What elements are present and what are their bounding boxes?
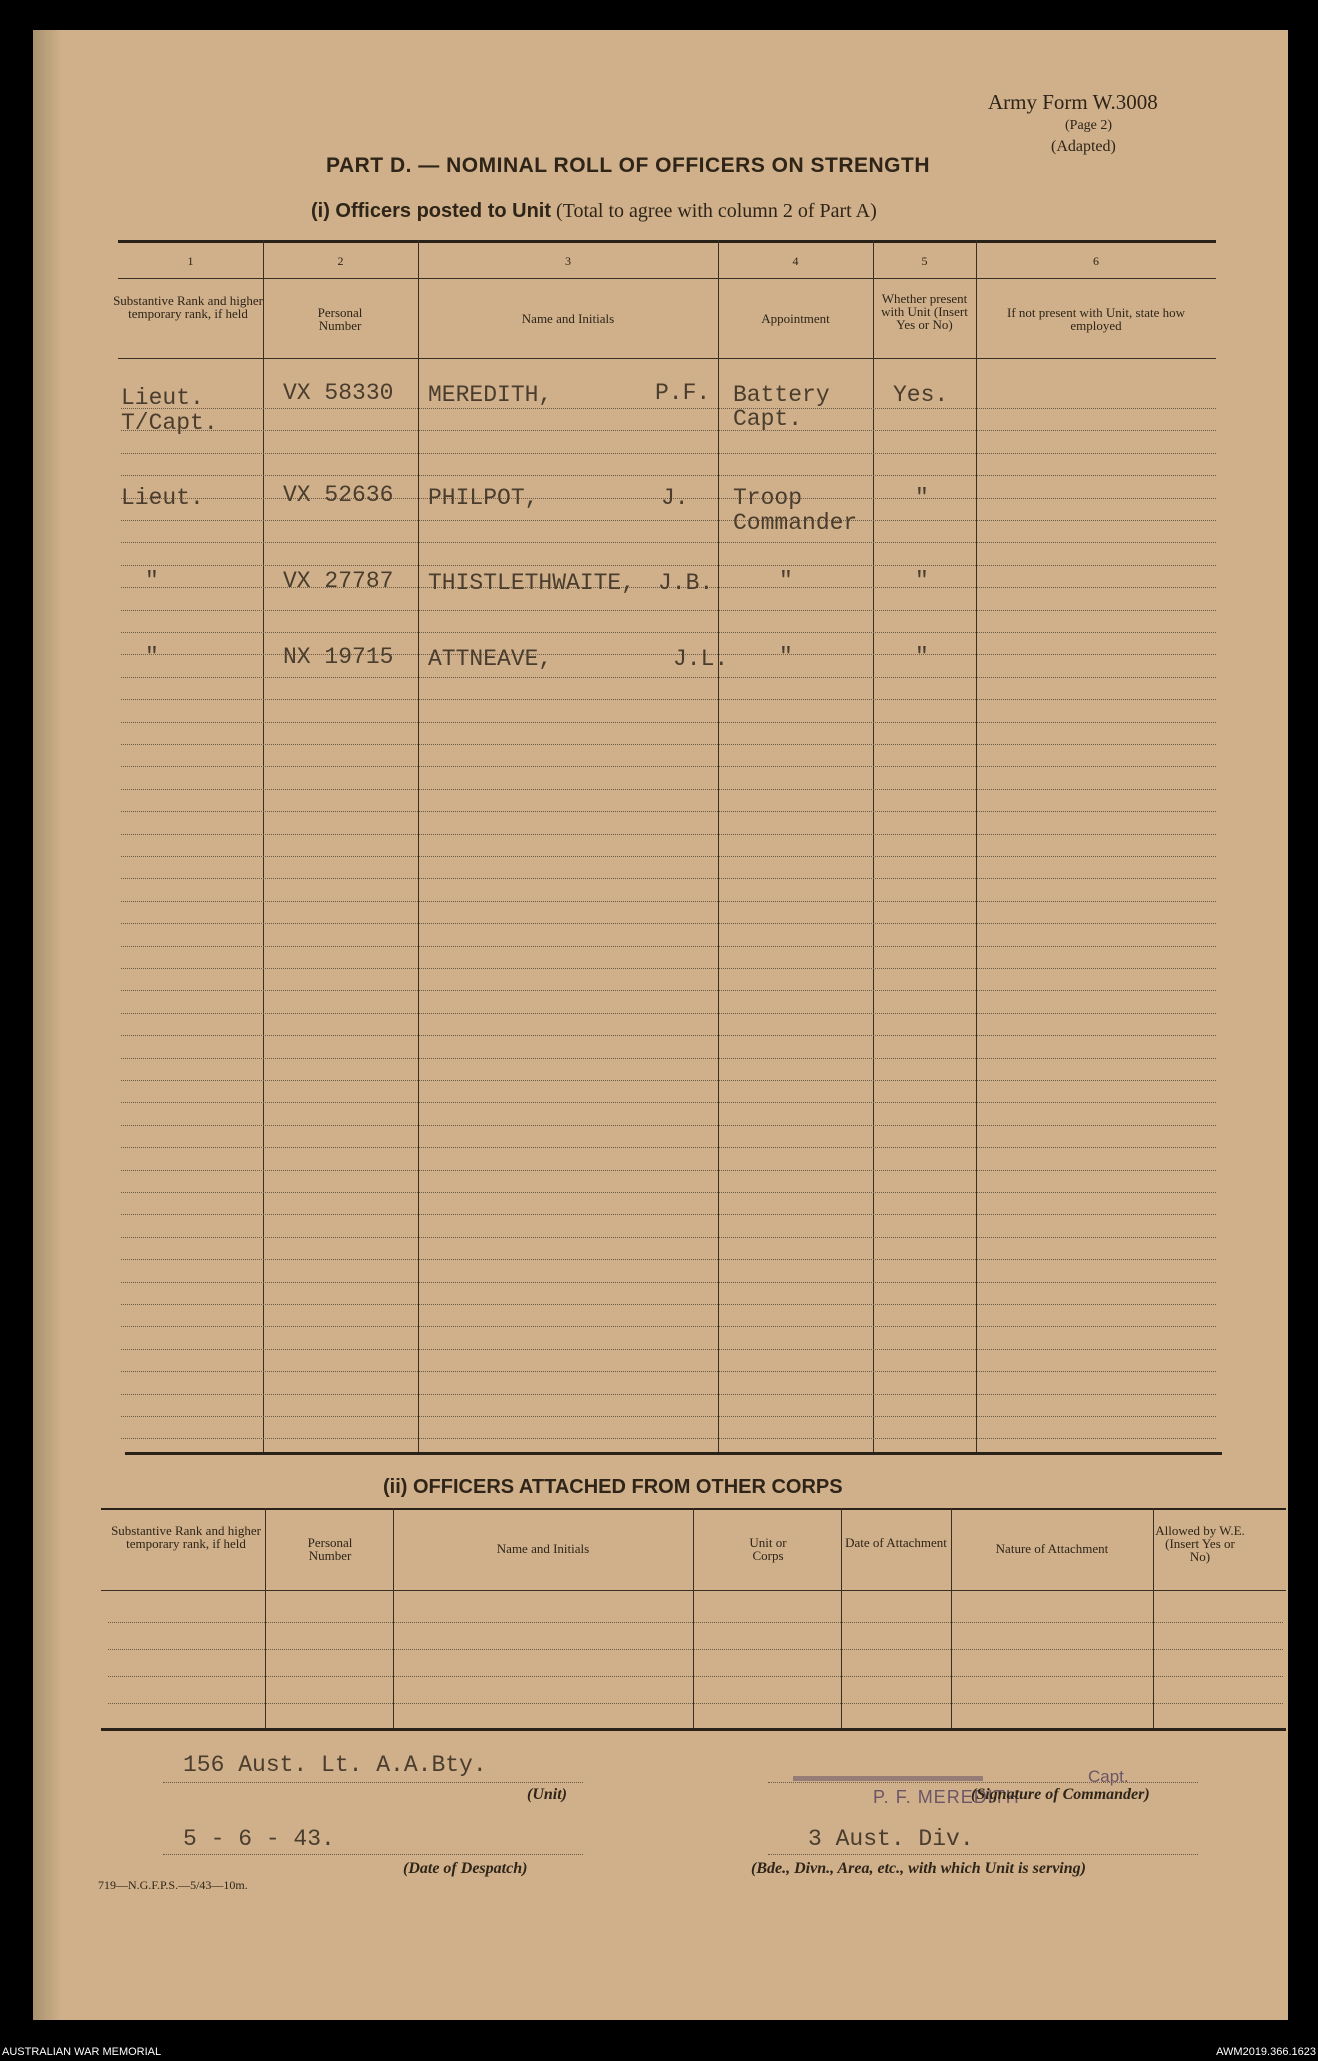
form-adapted: (Adapted) [1051, 138, 1116, 155]
row3-initials: J.B. [658, 570, 714, 596]
row2-appointment: Troop [733, 485, 803, 511]
unit-label: (Unit) [527, 1786, 567, 1803]
row4-number: NX 19715 [283, 644, 394, 670]
division-label: (Bde., Divn., Area, etc., with which Unit is serving) [751, 1860, 1086, 1877]
archive-credit-right: AWM2019.366.1623 [1216, 2046, 1316, 2058]
header-rank: Substantive Rank and higher temporary rank, if held [113, 293, 263, 321]
header-name: Name and Initials [521, 311, 615, 326]
form-title: PART D. — NOMINAL ROLL OF OFFICERS ON STRENGTH [326, 154, 930, 177]
row4-present: " [915, 644, 929, 670]
col-number-5: 5 [921, 254, 928, 268]
row2-rank: Lieut. [121, 485, 204, 511]
header-appointment: Appointment [761, 311, 830, 326]
row1-appointment: Battery [733, 382, 830, 408]
row2-present: " [915, 485, 929, 511]
officers-attached-table [33, 30, 1288, 1770]
row4-name: ATTNEAVE, [428, 646, 553, 672]
row3-rank: " [145, 568, 159, 594]
row3-present: " [915, 568, 929, 594]
header-present: Whether present with Unit (Insert Yes or No) [881, 291, 968, 332]
ruling-line [108, 1703, 1283, 1704]
att-header-nature: Nature of Attachment [995, 1541, 1109, 1556]
col-number-2: 2 [337, 254, 344, 268]
row2-initials: J. [661, 485, 689, 511]
row3-number: VX 27787 [283, 568, 394, 594]
date-of-despatch-value: 5 - 6 - 43. [183, 1826, 335, 1852]
col-number-6: 6 [1093, 254, 1099, 268]
att-header-date: Date of Attachment [845, 1535, 947, 1550]
row1-present: Yes. [893, 382, 949, 408]
form-page-number: (Page 2) [1065, 118, 1113, 133]
signature-rank: Capt. [1088, 1767, 1129, 1786]
row1-rank2: T/Capt. [121, 410, 218, 436]
row3-name: THISTLETHWAITE, [428, 570, 636, 596]
ruling-line [108, 1649, 1283, 1650]
row1-name: MEREDITH, [428, 382, 553, 408]
col-number-4: 4 [792, 254, 799, 268]
archive-credit-left: AUSTRALIAN WAR MEMORIAL [2, 2046, 162, 2058]
row1-number: VX 58330 [283, 380, 394, 406]
form-subtitle-bold: (i) Officers posted to Unit [311, 200, 551, 222]
att-header-name: Name and Initials [496, 1541, 590, 1556]
unit-value: 156 Aust. Lt. A.A.Bty. [183, 1752, 487, 1778]
att-header-rank: Substantive Rank and higher temporary rank, if held [111, 1523, 261, 1551]
att-header-unit: Unit or Corps [749, 1535, 787, 1563]
signature-label: (Signature of Commander) [971, 1786, 1150, 1803]
signature-stamp: P. F. MEREDITH [873, 1787, 1020, 1807]
row2-appointment2: Commander [733, 510, 858, 536]
form-page [33, 30, 1288, 2020]
date-of-despatch-label: (Date of Despatch) [403, 1860, 528, 1877]
ruling-line [108, 1622, 1283, 1623]
row1-initials: P.F. [655, 380, 711, 406]
signature-strike [793, 1776, 983, 1781]
ruling-line [108, 1676, 1283, 1677]
row4-appointment: " [779, 644, 793, 670]
row1-appointment2: Capt. [733, 406, 803, 432]
header-employed: If not present with Unit, state how employed [1007, 305, 1185, 333]
col-number-1: 1 [187, 254, 194, 268]
col-number-3: 3 [565, 254, 571, 268]
row2-number: VX 52636 [283, 482, 394, 508]
form-subtitle-rest: (Total to agree with column 2 of Part A) [556, 200, 877, 222]
header-personal-number: Personal Number [317, 305, 363, 333]
row2-name: PHILPOT, [428, 485, 539, 511]
row3-appointment: " [779, 568, 793, 594]
row4-initials: J.L. [673, 646, 729, 672]
division-value: 3 Aust. Div. [808, 1826, 974, 1852]
form-number: Army Form W.3008 [988, 90, 1158, 114]
row4-rank: " [145, 644, 159, 670]
printer-imprint: 719—N.G.F.P.S.—5/43—10m. [98, 1878, 248, 1892]
section2-title: (ii) OFFICERS ATTACHED FROM OTHER CORPS [383, 1476, 843, 1498]
att-header-allowed: Allowed by W.E. (Insert Yes or No) [1155, 1523, 1245, 1564]
row1-rank: Lieut. [121, 385, 204, 411]
att-header-number: Personal Number [307, 1535, 353, 1563]
